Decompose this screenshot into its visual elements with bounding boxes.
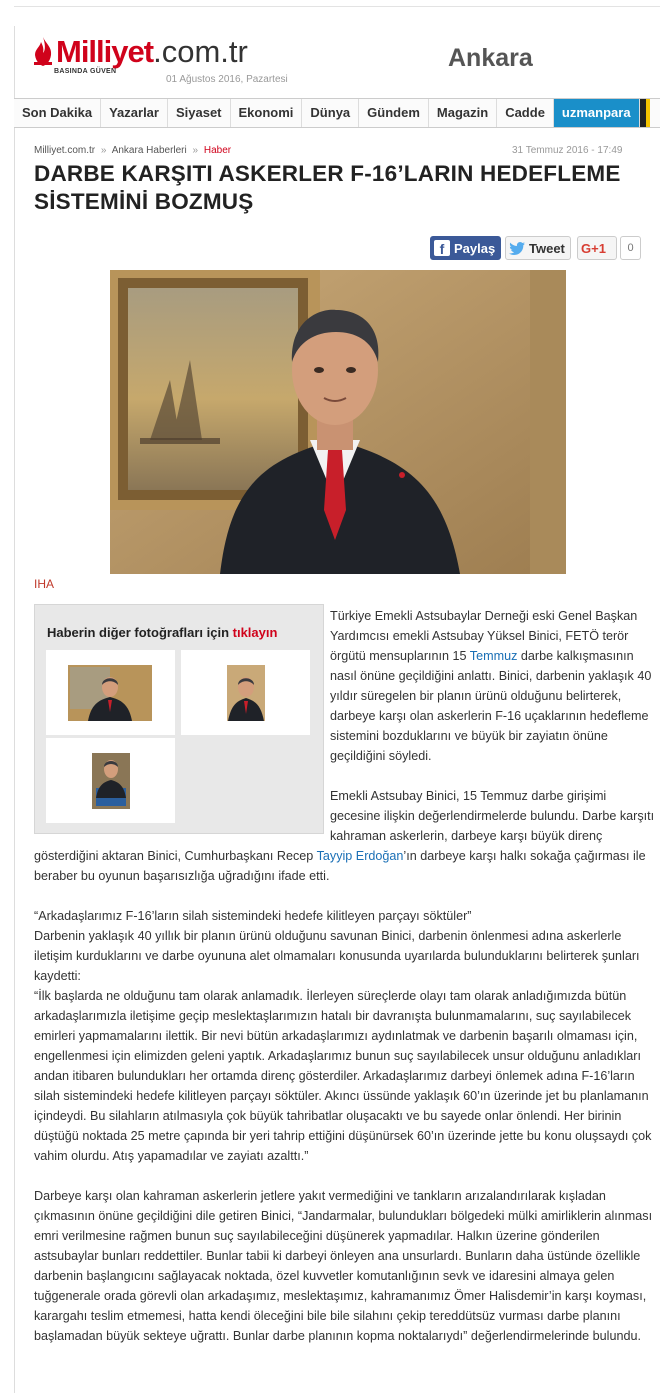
left-border bbox=[14, 26, 15, 1393]
gplus-label: G+1 bbox=[581, 240, 606, 256]
flame-icon bbox=[32, 36, 54, 68]
logo-tagline: BASINDA GÜVEN bbox=[54, 68, 117, 75]
article-paragraph: Darbenin yaklaşık 40 yıllık bir planın ürünü olduğunu savunan Binici, darbenin önlenmesi adına askerlerle iletişim kurduklarını ve darbe oyununa alet olmamaları konusunda uyarılarda bulunduklarını belirterek şunları kaydetti: bbox=[34, 929, 640, 983]
facebook-share-label: Paylaş bbox=[454, 240, 496, 256]
top-divider bbox=[14, 6, 660, 7]
nav-cadde[interactable]: Cadde bbox=[497, 99, 554, 127]
gallery-thumb[interactable] bbox=[46, 650, 175, 735]
nav-yazarlar[interactable]: Yazarlar bbox=[101, 99, 168, 127]
portrait-image bbox=[110, 270, 566, 574]
paragraph-text: ’ın darbeye karşı halkı sokağa çağırması ile beraber bu oyunun başarısızlığa uğradığını ifade etti. bbox=[34, 849, 646, 883]
facebook-share-button[interactable] bbox=[430, 236, 501, 260]
article-photo[interactable] bbox=[110, 270, 566, 574]
photo-credit: IHA bbox=[34, 577, 55, 591]
nav-dunya[interactable]: Dünya bbox=[302, 99, 359, 127]
gplus-button[interactable] bbox=[577, 236, 617, 260]
article-paragraph bbox=[330, 606, 658, 766]
breadcrumb-category[interactable]: Ankara Haberleri bbox=[111, 145, 187, 156]
twitter-share-button[interactable] bbox=[505, 236, 571, 260]
city-title: Ankara bbox=[448, 44, 533, 72]
paragraph-text: darbe kalkışmasının nasıl önüne geçildiğini anlattı. Binici, darbenin yaklaşık 40 yıldır süregelen bir planın ürünü olduğunu belirterek, darbeye karşı olan askerlerin F-16 uçaklarının hedefleme sistemini bozduklarını ve büyük bir zayiatın önüne geçildiğini söyledi. bbox=[330, 649, 652, 763]
nav-uzmanpara[interactable]: uzmanpara bbox=[554, 99, 640, 127]
main-nav bbox=[14, 98, 660, 128]
nav-son-dakika[interactable]: Son Dakika bbox=[14, 99, 101, 127]
article-paragraph: Darbeye karşı olan kahraman askerlerin jetlere yakıt vermediğini ve tankların arızalandırılarak kışladan çıkmasının önüne geçildiğini dile getiren Binici, “Jandarmalar, bulundukları bölgedeki mülki amirliklerin alınması emri verilmesine rağmen bunun suç sayılabileceğini düşünerek yapmadılar. Halkın üzerine gönderilen astsubaylar bunları reddettiler. Bunlar tabii ki darbeyi önleyen ana unsurlardı. Bunların daha üstünde özellikle darbenin başlangıcını sağlayacak noktada, özel kuvvetler komutanlığının sevk ve idaresini almaya gelen tuğgenerale orada görevli olan arkadaşımız, meslektaşımız, kahramanımız Ömer Halisdemir’in karşı koyması, karargahı teslim etmemesi, hatta kendi öleceğini bile bile silahını çekip tereddütsüz vurması darbe planını başlamadan büyük sekteye uğrattı. Bunlar darbe planının kopma noktalarıydı” değerlendirmelerinde bulundu. bbox=[34, 1189, 653, 1343]
logo-brand: Milliyet bbox=[56, 34, 154, 69]
tag-link[interactable]: Tayyip Erdoğan bbox=[316, 849, 404, 863]
thumb-image bbox=[46, 650, 175, 735]
article-subheading: “Arkadaşlarımız F-16’ların silah sistemindeki hedefe kilitleyen parçayı söktüler” bbox=[34, 909, 472, 923]
nav-more[interactable] bbox=[640, 99, 650, 127]
breadcrumb-separator: » bbox=[100, 145, 107, 156]
nav-more-marker bbox=[646, 99, 650, 127]
thumb-image bbox=[181, 650, 310, 735]
page bbox=[14, 0, 660, 1393]
twitter-icon bbox=[509, 242, 525, 255]
gplus-count: 0 bbox=[620, 236, 641, 260]
gallery-link[interactable]: tıklayın bbox=[232, 625, 278, 640]
gallery-thumb[interactable] bbox=[181, 650, 310, 735]
breadcrumb-separator: » bbox=[192, 145, 199, 156]
nav-magazin[interactable]: Magazin bbox=[429, 99, 497, 127]
header-date: 01 Ağustos 2016, Pazartesi bbox=[166, 74, 288, 85]
paragraph-text: Emekli Astsubay Binici, 15 Temmuz darbe girişimi gecesine ilişkin değerlendirmelerde bulundu. Darbe karşıtı kahraman askerlerin, darbeye karşı büyük direnç gösterdiğini aktaran Binici, Cumhurbaşkanı Recep bbox=[34, 789, 655, 863]
facebook-icon: f bbox=[434, 240, 450, 256]
nav-siyaset[interactable]: Siyaset bbox=[168, 99, 231, 127]
tag-link[interactable]: Temmuz bbox=[469, 649, 518, 663]
article-quote: “İlk başlarda ne olduğunu tam olarak anlamadık. İlerleyen süreçlerde olayı tam olarak anladığımızda bütün arkadaşlarımızla iletişime geçip meslektaşlarımızın hatalı bir davranışta bulunmamalarını, suç sayılabilecek emirleri yapmamalarını ilettik. Bir nevi bütün arkadaşlarımızı aydınlatmak ve darbenin başarılı olmaması için, engellenmesi için elimizden geleni yaptık. Arkadaşlarımız bunun suç sayılabilecek unsur olduğunu anladıkları andan itibaren bulundukları her ortamda direnç gösterdiler. Arkadaşlarımız darbeyi önlemek adına F-16’ların silah sistemindeki hedefe kilitleyen parçayı söktüler. Akıncı üssünde yaklaşık 60’ın üzerinde jet bu planlamanın içindeydi. Bu silahların atılmasıyla çok büyük tahribatlar oluşacaktı ve bu sayede onlar önlendi. Her birinin düştüğü noktada 25 metre çapında bir yeri tahrip ettiğini düşünürsek 60’ın üzerinde jette bu konu oluşsaydı çok vahim olurdu. Atış yapamadılar ve zayiatı azalttı.” bbox=[34, 989, 652, 1163]
paragraph-text: Türkiye Emekli Astsubaylar Derneği eski Genel Başkan Yardımcısı emekli Astsubay Yüksel Binici, FETÖ terör örgütü mensuplarının 15 bbox=[330, 609, 638, 663]
gallery-title: Haberin diğer fotoğrafları için bbox=[47, 625, 233, 640]
breadcrumb-home[interactable]: Milliyet.com.tr bbox=[34, 145, 96, 156]
breadcrumb-current[interactable]: Haber bbox=[203, 145, 232, 156]
article-title: DARBE KARŞITI ASKERLER F-16’LARIN HEDEFLEME SİSTEMİNİ BOZMUŞ bbox=[34, 161, 621, 214]
nav-gundem[interactable]: Gündem bbox=[359, 99, 429, 127]
article-paragraph bbox=[34, 786, 658, 886]
breadcrumb bbox=[34, 145, 231, 156]
nav-ekonomi[interactable]: Ekonomi bbox=[231, 99, 303, 127]
logo-domain: .com.tr bbox=[153, 34, 248, 69]
twitter-share-label: Tweet bbox=[529, 240, 565, 256]
publish-date: 31 Temmuz 2016 - 17:49 bbox=[512, 145, 623, 156]
